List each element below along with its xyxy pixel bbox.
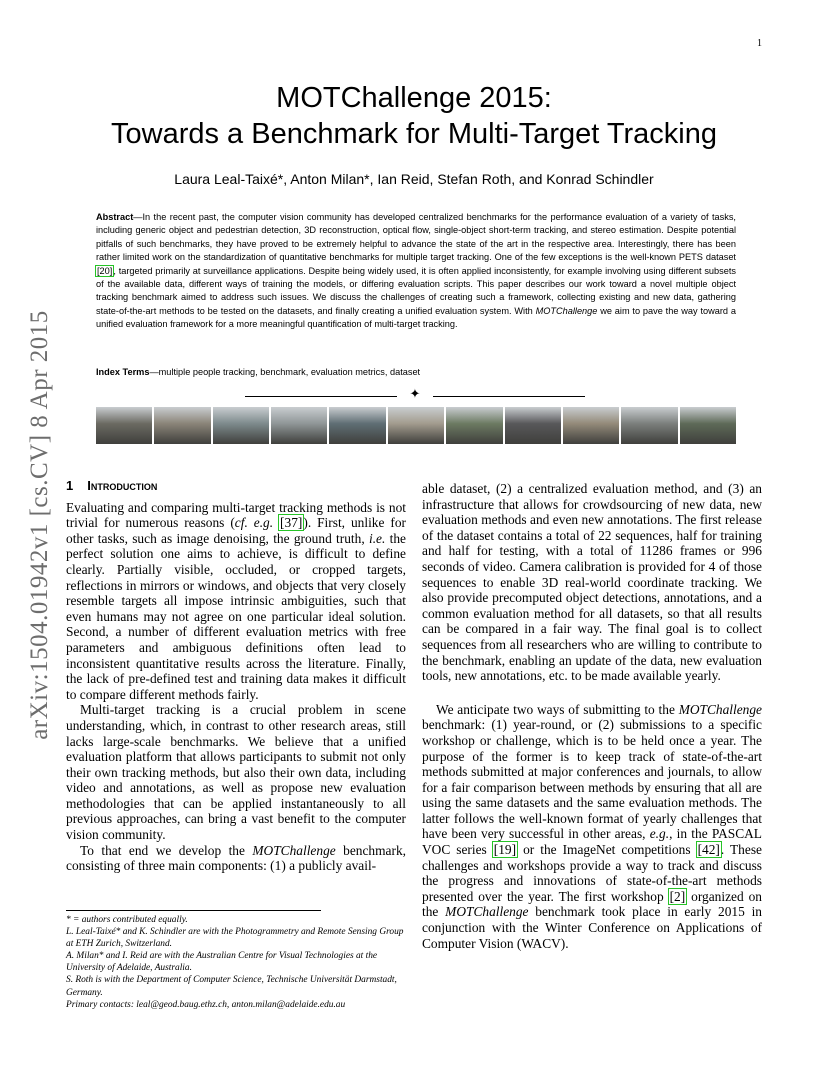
index-terms-text: —multiple people tracking, benchmark, evaluation metrics, dataset [149,367,421,377]
dataset-thumbnail [680,407,736,444]
abstract-italic: MOTChallenge [535,305,598,316]
paragraph: To that end we develop the MOTChallenge benchmark, consisting of three main components: (1) a publicly avail- [66,842,406,874]
index-terms-label: Index Terms [96,367,150,377]
paragraph: able dataset, (2) a centralized evaluation method, and (3) an infrastructure that allows for crowdsourcing of new data, new evaluation methods and even new annotations. The first release of the dataset contains a total of 22 sequences, half for training and half for testing, with a total of 11286 frames or 996 seconds of video. Camera calibration is provided for 4 of those sequences to enable 3D real-world coordinate tracking. We also provide precomputed object detections, annotations, and a common evaluation method for all datasets, so that all results can be compared in a fair way. The final goal is to collect sequences from all researchers who are willing to contribute to the benchmark, enabling an update of the data, new evaluation tools, new annotations, etc. to be made available yearly. [422,481,762,684]
index-terms [96,367,736,377]
abstract [96,211,736,332]
divider-line-left [245,396,397,397]
divider-line-right [433,396,585,397]
footnote: A. Milan* and I. Reid are with the Australian Centre for Visual Technologies at the University of Adelaide, Australia. [66,951,378,974]
dataset-thumbnail [388,407,444,444]
citation-link[interactable]: [2] [669,888,686,904]
abstract-text-1: —In the recent past, the computer vision community has developed centralized benchmarks for the performance evaluation of a variety of tasks, including generic object and pedestrian detection, 3D reconstruction, optical flow, single-object short-term tracking, and stereo estimation. Despite potential pitfalls of such benchmarks, they have proved to be extremely helpful to advance the state of the art in the respective area. Interestingly, there has been rather limited work on the standardization of quantitative benchmarks for multiple target tracking. One of the few exceptions is the well-known PETS dataset [96,212,736,263]
paper-title [60,80,768,152]
abstract-label: Abstract [96,212,134,222]
dataset-thumbnail [621,407,677,444]
paragraph: Multi-target tracking is a crucial problem in scene understanding, which, in contrast to other research areas, still lacks large-scale benchmarks. We believe that a unified evaluation platform that allows participants to submit not only their own tracking methods, but also their own data, including video and annotations, as well as propose new evaluation methodologies that can be applied instantaneously to all previous approaches, can bring a vast benefit to the computer vision community. [66,702,406,843]
title-line-1: MOTChallenge 2015: [276,82,552,114]
citation-link[interactable]: [19] [493,842,517,858]
section-number: 1 [66,478,74,493]
divider-star-icon: ✦ [409,387,421,402]
footnote: L. Leal-Taixé* and K. Schindler are with the Photogrammetry and Remote Sensing Group at ETH Zurich, Switzerland. [66,927,404,950]
dataset-thumbnail [329,407,385,444]
title-line-2: Towards a Benchmark for Multi-Target Tracking [111,118,717,150]
dataset-thumbnail [271,407,327,444]
abstract-text-2: , targeted primarily at surveillance applications. Despite being widely used, it is often applied inconsistently, for example involving using different subsets of the available data, different ways of training the models, or differing evaluation scripts. This paper describes our work toward a novel multiple object tracking benchmark aimed to address such issues. We discuss the challenges of creating such a framework, collecting existing and new data, gathering state-of-the-art methods to be tested on the datasets, and finally creating a unified evaluation system. With [96,265,736,316]
footnote: S. Roth is with the Department of Computer Science, Technische Universität Darmstadt, Germany. [66,975,397,998]
footnote: * = authors contributed equally. [66,915,188,925]
dataset-thumbnail [446,407,502,444]
citation-link[interactable]: [37] [280,515,303,531]
citation-link[interactable]: [20] [97,265,113,276]
section-divider [245,389,585,403]
footnotes [66,914,406,1011]
paragraph: Evaluating and comparing multi-target tracking methods is not trivial for numerous reasons (cf. e.g. [37]). First, unlike for other tasks, such as image denoising, the ground truth, i.e. the perfect solution one aims to achieve, is difficult to define clearly. Partially visible, occluded, or cropped targets, reflections in mirrors or windows, and objects that very closely resemble targets all impose intrinsic ambiguities, such that even humans may not agree on one particular ideal solution. Second, a number of different evaluation metrics with free parameters and ambiguous definitions often lead to inconsistent quantitative results across the literature. Finally, the lack of pre-defined test and training data makes it difficult to compare different methods fairly. [66,499,406,702]
footnote-rule [66,910,321,911]
citation-link[interactable]: [42] [697,842,720,858]
left-column [66,478,406,874]
page-number: 1 [757,38,762,49]
dataset-thumbnail [563,407,619,444]
dataset-thumbnail [154,407,210,444]
footnote: Primary contacts: leal@geod.baug.ethz.ch, anton.milan@adelaide.edu.au [66,999,346,1010]
arxiv-id: arXiv:1504.01942v1 [cs.CV] 8 Apr 2015 [26,310,53,740]
dataset-thumbnail [96,407,152,444]
dataset-thumbnail [213,407,269,444]
section-title: Introduction [87,478,158,493]
section-heading [66,478,406,494]
right-column [422,481,762,951]
dataset-thumbnail [505,407,561,444]
arxiv-stamp [20,290,60,760]
authors: Laura Leal-Taixé*, Anton Milan*, Ian Reid, Stefan Roth, and Konrad Schindler [174,171,654,187]
abstract-text-3: we aim to pave the way toward a unified evaluation framework for a more meaningful quantification of multi-target tracking. [96,305,736,330]
paragraph: We anticipate two ways of submitting to the MOTChallenge benchmark: (1) year-round, or (2) submissions to a specific workshop or challenge, which is to be held once a year. The purpose of the former is to keep track of state-of-the-art methods submitted at major conferences and journals, to allow for a fair comparison between methods by ensuring that all are using the same datasets and the same evaluation methods. The latter follows the well-known format of yearly challenges that have been very successful in other areas, e.g., in the PASCAL VOC series [19] or the ImageNet competitions [42]. These challenges and workshops provide a way to track and discuss the progress and innovations of state-of-the-art methods presented over the year. The first workshop [2] organized on the MOTChallenge benchmark took place in early 2015 in conjunction with the Winter Conference on Applications of Computer Vision (WACV). [422,701,762,951]
dataset-thumbnail-strip [96,407,736,444]
